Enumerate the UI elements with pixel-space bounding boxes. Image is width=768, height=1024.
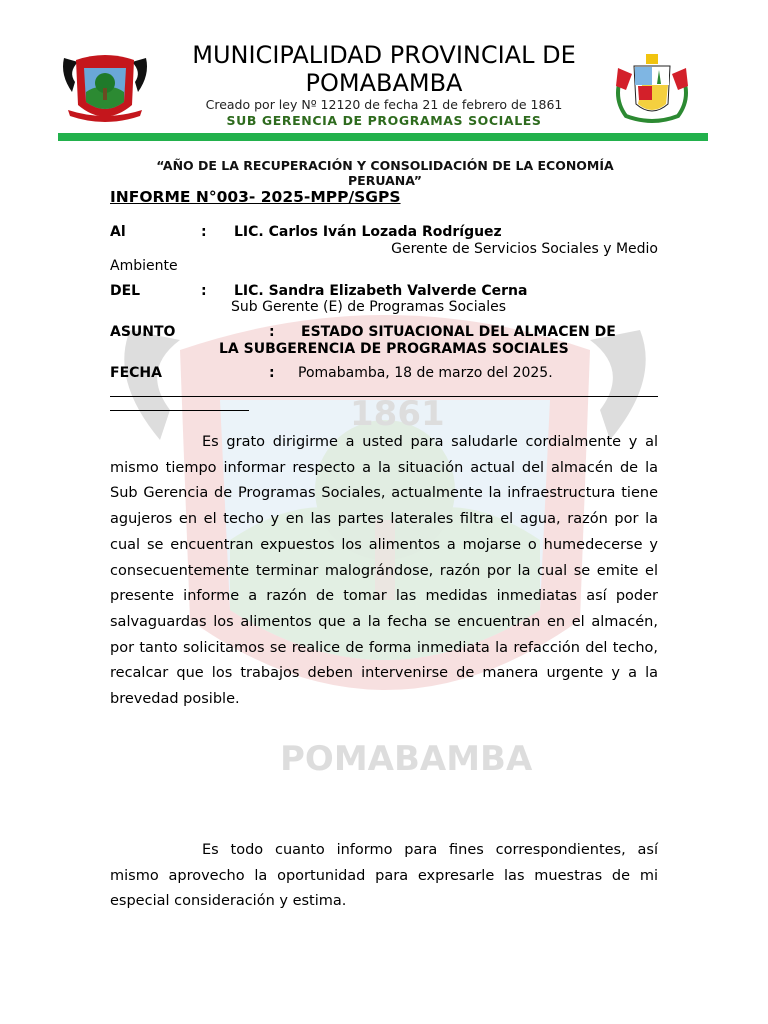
del-name: LIC. Sandra Elizabeth Valverde Cerna bbox=[234, 283, 528, 299]
header-separator-short-line bbox=[110, 410, 249, 411]
del-label: DEL bbox=[110, 283, 141, 299]
al-name: LIC. Carlos Iván Lozada Rodríguez bbox=[234, 224, 502, 240]
peru-coat-of-arms-icon bbox=[612, 50, 692, 126]
header-separator-line bbox=[110, 396, 658, 397]
del-role: Sub Gerente (E) de Programas Sociales bbox=[231, 299, 507, 315]
fecha-label: FECHA bbox=[110, 365, 162, 381]
municipality-title: MUNICIPALIDAD PROVINCIAL DE POMABAMBA bbox=[192, 41, 576, 97]
al-label: Al bbox=[110, 224, 126, 240]
watermark-year: 1861 bbox=[350, 394, 445, 434]
al-role-line2: Ambiente bbox=[110, 258, 178, 274]
asunto-line2: LA SUBGERENCIA DE PROGRAMAS SOCIALES bbox=[219, 341, 569, 357]
body-paragraph-2: Es todo cuanto informo para fines correspondientes, así mismo aprovecho la oportunidad para expresarle las muestras de mi especial consideración y estima. bbox=[110, 842, 658, 910]
pomabamba-coat-of-arms-icon bbox=[60, 50, 150, 126]
asunto-label: ASUNTO bbox=[110, 324, 176, 340]
fecha-colon: : bbox=[269, 365, 275, 381]
watermark-name: POMABAMBA bbox=[280, 739, 533, 779]
del-colon: : bbox=[201, 283, 207, 299]
informe-title: INFORME N°003- 2025-MPP/SGPS bbox=[110, 188, 401, 206]
asunto-colon: : bbox=[269, 324, 275, 340]
department-name: SUB GERENCIA DE PROGRAMAS SOCIALES bbox=[226, 113, 542, 128]
body-paragraph-1: Es grato dirigirme a usted para saludarle cordialmente y al mismo tiempo informar respecto a la situación actual del almacén de la Sub Gerencia de Programas Sociales, actualmente la infraestructura tiene agujeros en el techo y en las partes laterales filtra el agua, razón por la cual se encuentran expuestos los alimentos a mojarse o humedecerse y consecuentemente terminar malográndose, razón por la cual se emite el presente informe a razón de tomar las medidas inmediatas así poder salvaguardas los alimentos que a la fecha se encuentran en el almacén, por tanto solicitamos se realice de forma inmediata la refacción del techo, recalcar que los trabajos deben intervenirse de manera urgente y a la brevedad posible. bbox=[110, 434, 658, 708]
header-divider bbox=[58, 133, 708, 141]
asunto-line1: ESTADO SITUACIONAL DEL ALMACEN DE bbox=[301, 324, 616, 340]
letterhead bbox=[0, 0, 768, 150]
al-role-line1: Gerente de Servicios Sociales y Medio bbox=[391, 241, 658, 257]
fecha-value: Pomabamba, 18 de marzo del 2025. bbox=[298, 365, 553, 381]
year-motto: “AÑO DE LA RECUPERACIÓN Y CONSOLIDACIÓN DE LA ECONOMÍA PERUANA” bbox=[156, 158, 614, 188]
creation-law-subtitle: Creado por ley Nº 12120 de fecha 21 de febrero de 1861 bbox=[205, 97, 563, 112]
al-colon: : bbox=[201, 224, 207, 240]
